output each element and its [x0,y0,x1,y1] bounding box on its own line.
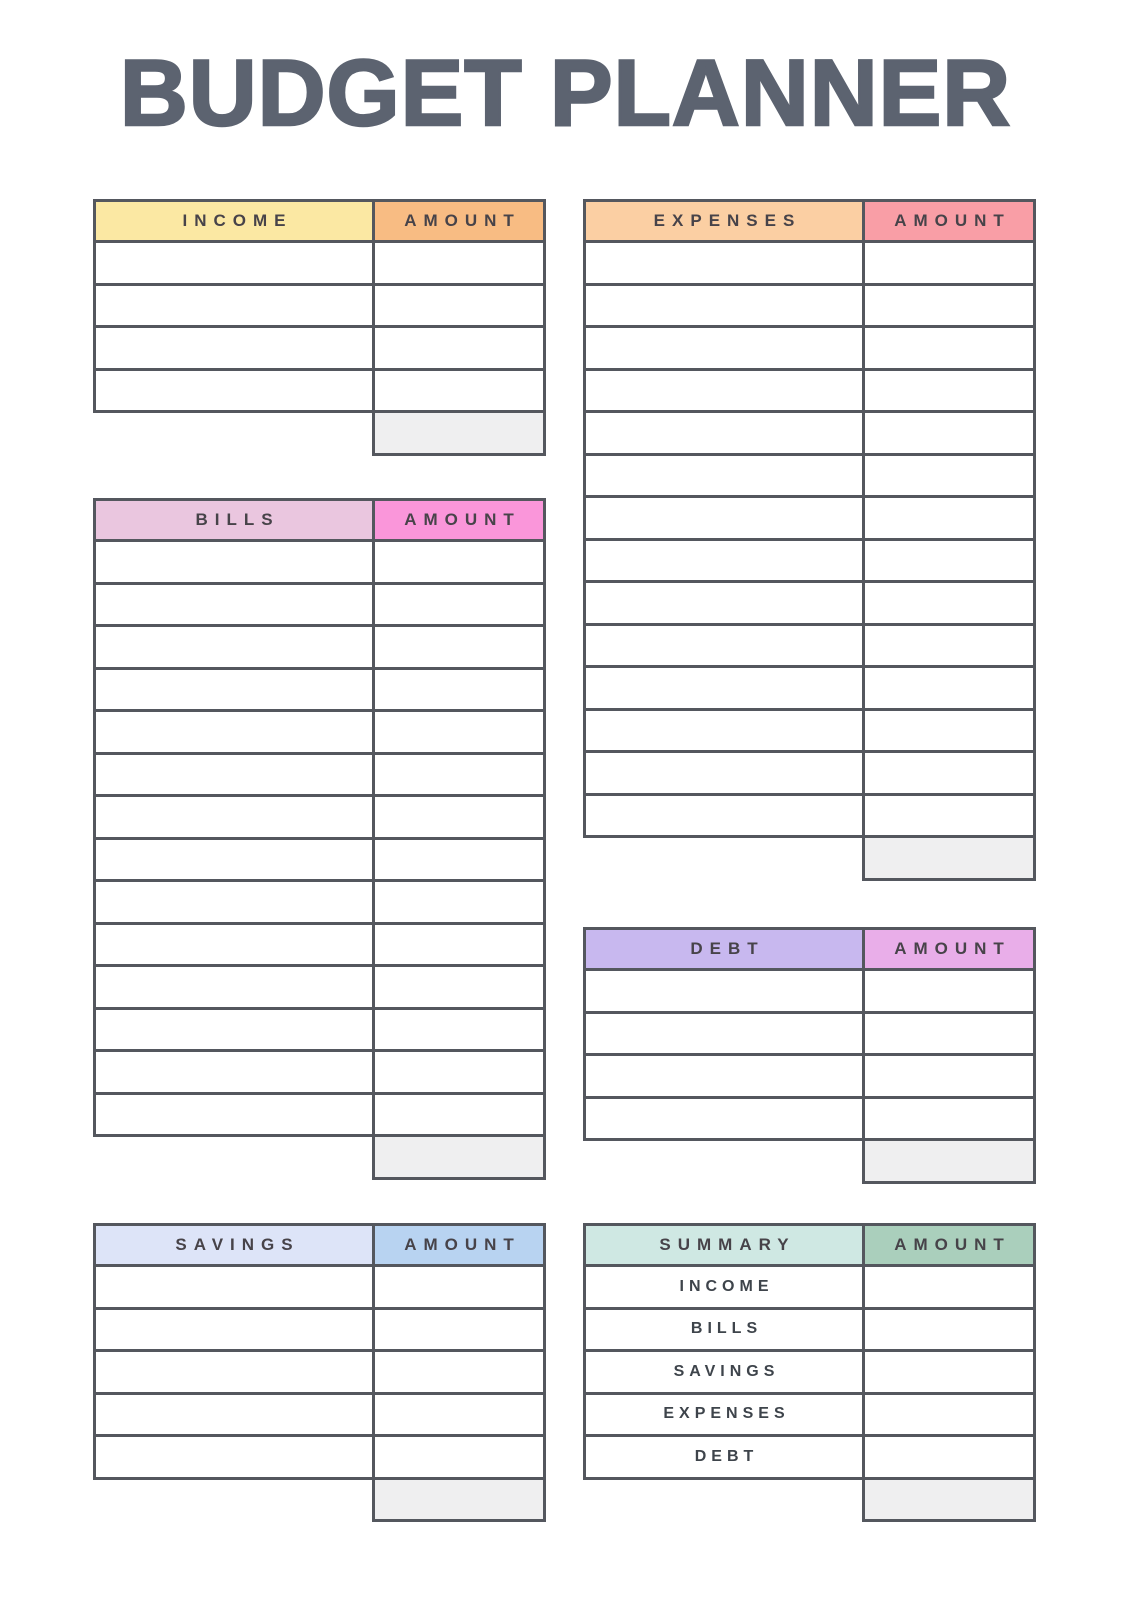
expenses-row-5-amount-cell [864,412,1035,455]
bills-amount-header-label: AMOUNT [374,500,545,541]
income-amount-header-label: AMOUNT [374,201,545,242]
savings-total-cell [374,1478,545,1521]
expenses-total-spacer [585,837,864,880]
summary-row-4-name-cell: EXPENSES [585,1393,864,1436]
bills-row-13-amount-cell [374,1051,545,1094]
bills-total-spacer [95,1136,374,1179]
expenses-row-6-amount-cell [864,454,1035,497]
debt-row-2-amount-cell [864,1012,1035,1055]
debt-amount-header-label: AMOUNT [864,929,1035,970]
income-row-1-amount-cell [374,242,545,285]
expenses-row-14-name-cell [585,794,864,837]
bills-row-14-amount-cell [374,1093,545,1136]
expenses-row-12-amount-cell [864,709,1035,752]
savings-row-5-amount-cell [374,1436,545,1479]
bills-row-7-name-cell [95,796,374,839]
expenses-row-3-name-cell [585,327,864,370]
bills-row-8-amount-cell [374,838,545,881]
bills-row-13-name-cell [95,1051,374,1094]
summary-row-1-name-cell: INCOME [585,1266,864,1309]
bills-row-2-name-cell [95,583,374,626]
savings-amount-header-label: AMOUNT [374,1225,545,1266]
bills-header-label: BILLS [95,500,374,541]
expenses-row-2-amount-cell [864,284,1035,327]
expenses-row-13-name-cell [585,752,864,795]
savings-row-2-amount-cell [374,1308,545,1351]
expenses-row-11-name-cell [585,667,864,710]
bills-row-10-amount-cell [374,923,545,966]
expenses-total-cell [864,837,1035,880]
bills-row-8-name-cell [95,838,374,881]
debt-row-1-amount-cell [864,970,1035,1013]
bills-row-5-name-cell [95,711,374,754]
bills-row-4-amount-cell [374,668,545,711]
expenses-row-2-name-cell [585,284,864,327]
expenses-table [583,199,1036,881]
income-row-3-name-cell [95,327,374,370]
savings-total-spacer [95,1478,374,1521]
debt-row-4-name-cell [585,1097,864,1140]
bills-row-3-amount-cell [374,626,545,669]
summary-total-cell [864,1478,1035,1521]
debt-row-3-name-cell [585,1055,864,1098]
income-header-label: INCOME [95,201,374,242]
bills-row-6-amount-cell [374,753,545,796]
expenses-row-13-amount-cell [864,752,1035,795]
expenses-row-10-name-cell [585,624,864,667]
summary-row-2-name-cell: BILLS [585,1308,864,1351]
expenses-row-9-amount-cell [864,582,1035,625]
debt-table [583,927,1036,1184]
debt-row-2-name-cell [585,1012,864,1055]
debt-row-3-amount-cell [864,1055,1035,1098]
bills-row-10-name-cell [95,923,374,966]
expenses-header-label: EXPENSES [585,201,864,242]
summary-row-1-amount-cell [864,1266,1035,1309]
bills-row-12-name-cell [95,1008,374,1051]
bills-row-11-amount-cell [374,966,545,1009]
summary-row-4-amount-cell [864,1393,1035,1436]
summary-row-3-name-cell: SAVINGS [585,1351,864,1394]
summary-amount-header-label: AMOUNT [864,1225,1035,1266]
expenses-row-5-name-cell [585,412,864,455]
expenses-row-14-amount-cell [864,794,1035,837]
bills-row-4-name-cell [95,668,374,711]
expenses-row-1-name-cell [585,242,864,285]
savings-row-2-name-cell [95,1308,374,1351]
bills-row-1-amount-cell [374,541,545,584]
summary-row-5-name-cell: DEBT [585,1436,864,1479]
bills-row-5-amount-cell [374,711,545,754]
income-table [93,199,546,456]
summary-total-spacer [585,1478,864,1521]
expenses-row-6-name-cell [585,454,864,497]
savings-row-4-amount-cell [374,1393,545,1436]
summary-table [583,1223,1036,1522]
debt-total-spacer [585,1140,864,1183]
expenses-row-9-name-cell [585,582,864,625]
savings-row-1-name-cell [95,1266,374,1309]
expenses-row-4-amount-cell [864,369,1035,412]
expenses-row-10-amount-cell [864,624,1035,667]
income-row-3-amount-cell [374,327,545,370]
expenses-row-8-amount-cell [864,539,1035,582]
savings-table [93,1223,546,1522]
savings-row-5-name-cell [95,1436,374,1479]
bills-row-14-name-cell [95,1093,374,1136]
expenses-row-7-amount-cell [864,497,1035,540]
bills-table [93,498,546,1180]
savings-row-3-amount-cell [374,1351,545,1394]
debt-total-cell [864,1140,1035,1183]
expenses-row-3-amount-cell [864,327,1035,370]
debt-row-1-name-cell [585,970,864,1013]
expenses-amount-header-label: AMOUNT [864,201,1035,242]
expenses-row-1-amount-cell [864,242,1035,285]
summary-row-2-amount-cell [864,1308,1035,1351]
bills-row-3-name-cell [95,626,374,669]
bills-row-1-name-cell [95,541,374,584]
expenses-row-8-name-cell [585,539,864,582]
bills-row-6-name-cell [95,753,374,796]
expenses-row-7-name-cell [585,497,864,540]
bills-total-cell [374,1136,545,1179]
expenses-row-11-amount-cell [864,667,1035,710]
bills-row-7-amount-cell [374,796,545,839]
savings-row-3-name-cell [95,1351,374,1394]
debt-header-label: DEBT [585,929,864,970]
bills-row-9-amount-cell [374,881,545,924]
bills-row-9-name-cell [95,881,374,924]
income-total-cell [374,412,545,455]
summary-row-5-amount-cell [864,1436,1035,1479]
savings-row-1-amount-cell [374,1266,545,1309]
income-row-1-name-cell [95,242,374,285]
income-row-2-amount-cell [374,284,545,327]
savings-row-4-name-cell [95,1393,374,1436]
bills-row-2-amount-cell [374,583,545,626]
income-row-4-name-cell [95,369,374,412]
expenses-row-12-name-cell [585,709,864,752]
income-row-4-amount-cell [374,369,545,412]
page-title: BUDGET PLANNER [119,40,1012,145]
savings-header-label: SAVINGS [95,1225,374,1266]
income-total-spacer [95,412,374,455]
bills-row-12-amount-cell [374,1008,545,1051]
summary-row-3-amount-cell [864,1351,1035,1394]
income-row-2-name-cell [95,284,374,327]
expenses-row-4-name-cell [585,369,864,412]
bills-row-11-name-cell [95,966,374,1009]
debt-row-4-amount-cell [864,1097,1035,1140]
summary-header-label: SUMMARY [585,1225,864,1266]
